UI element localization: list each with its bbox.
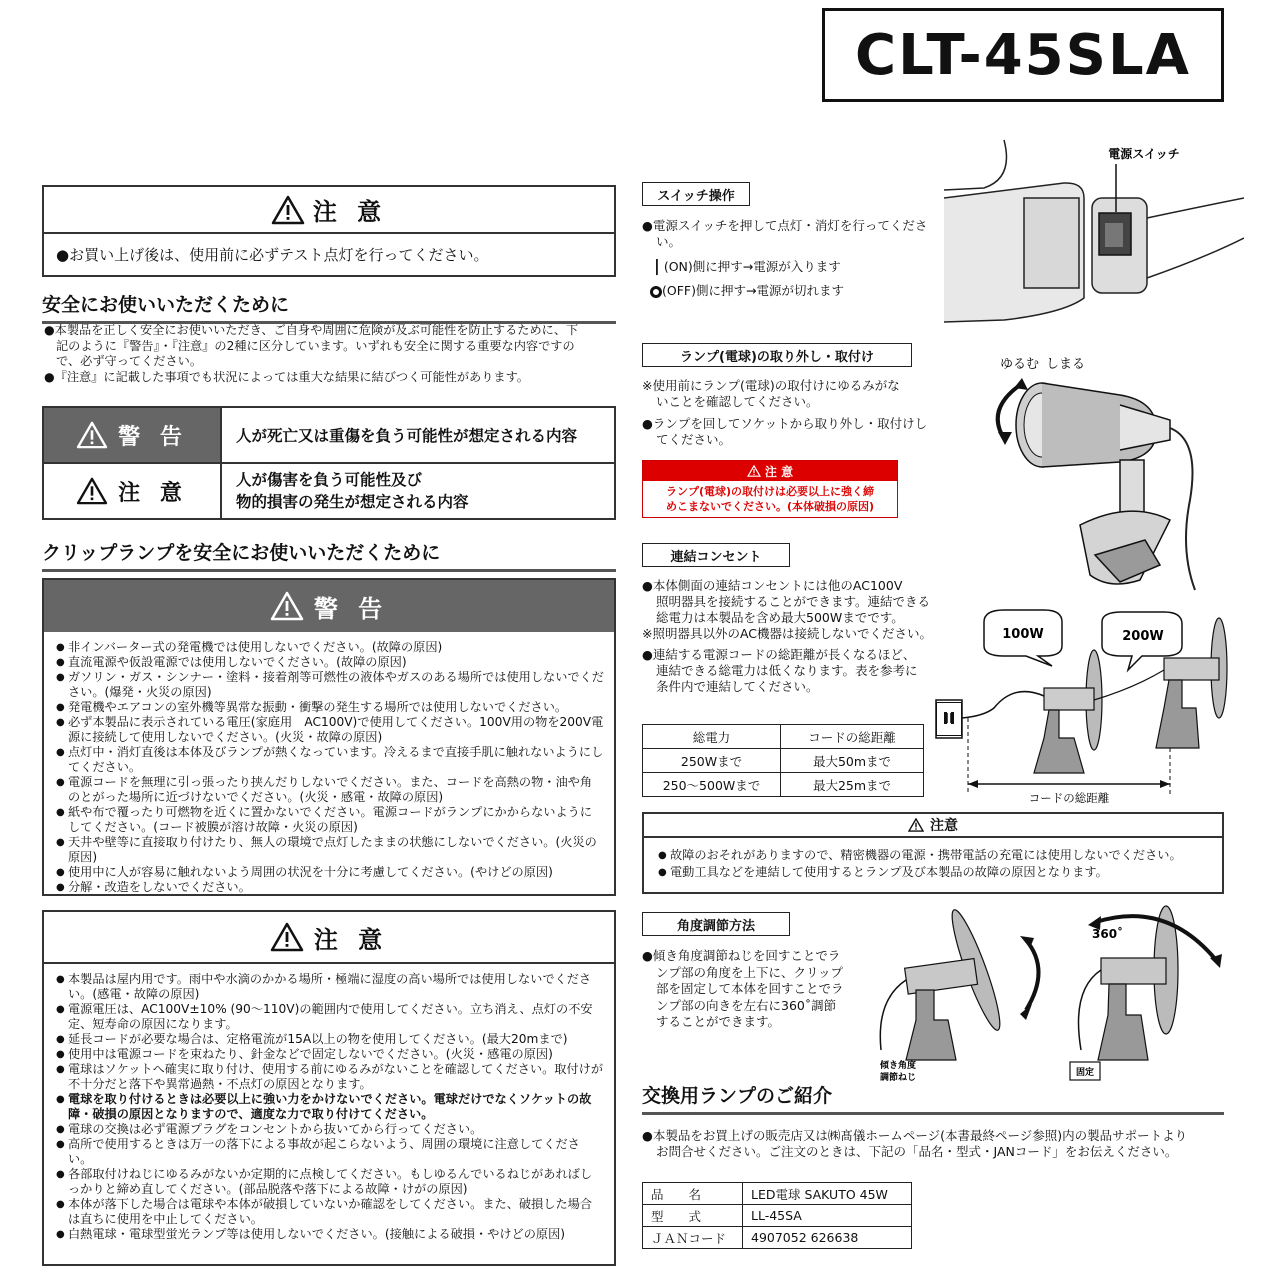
lamp-text1: ※使用前にランプ(電球)の取付けにゆるみがな (642, 378, 900, 393)
lamp-caution-body (643, 481, 897, 514)
list-item: ● 紙や布で覆ったり可燃物を近くに置かないでください。電源コードがランプにかからないようにしてください。(コード被膜が溶け故障・火災の原因) (56, 805, 604, 835)
switch-illustration (944, 138, 1244, 328)
off-symbol-icon (650, 286, 662, 298)
clip-caution-list (44, 964, 614, 1242)
loosen-label: ゆるむ (1000, 357, 1040, 372)
lamp-rotation-illustration (970, 350, 1220, 600)
list-item: ● 白熱電球・電球型蛍光ランプ等は使用しないでください。(接触による破損・やけどの原因) (56, 1227, 604, 1242)
outlet-text3c: 条件内で連結してください。 (656, 679, 819, 694)
table-cell: 4907052 626638 (743, 1227, 912, 1249)
switch-off-text: (OFF)側に押す→電源が切れます (662, 283, 844, 298)
screw-label-line2: 調節ねじ (880, 1073, 917, 1083)
list-item: ● 電動工具などを連結して使用するとランプ及び本製品の故障の原因となります。 (658, 864, 1212, 881)
safety-para1c: で、必ず守ってください。 (56, 354, 203, 368)
screw-label-line1: 傾き角度 (880, 1061, 917, 1071)
outlet-caution-header (644, 814, 1222, 838)
lamp-text (642, 378, 942, 448)
lamp-caution-header (643, 461, 897, 481)
lamp-tag: ランプ(電球)の取り外し・取付け (642, 343, 912, 367)
warning-triangle-icon (76, 477, 108, 505)
outlet-text3b: 連結できる総電力は低くなります。表を参考に (656, 663, 918, 678)
caution-top-title: 注 意 (312, 198, 388, 226)
list-item: ● 故障のおそれがありますので、精密機器の電源・携帯電話の充電には使用しないでください。 (658, 847, 1212, 864)
warning-triangle-icon (76, 421, 108, 449)
lamp-caution-line2: めこまないでください。(本体破損の原因) (665, 500, 875, 513)
label-100w: 100W (1002, 627, 1044, 642)
list-item: ● 直流電源や仮設電源では使用しないでください。(故障の原因) (56, 655, 604, 670)
clip-caution-box (42, 910, 616, 1266)
caution-desc (220, 464, 614, 518)
table-row (643, 749, 924, 773)
warning-label: 警 告 (118, 424, 188, 450)
safety-para2: ●『注意』に記載した事項でも状況によっては重大な結果に結びつく可能性があります。 (44, 369, 529, 384)
angle-tag: 角度調節方法 (642, 912, 790, 936)
table-cell: 250～500Wまで (643, 773, 781, 797)
outlet-caution-list (644, 838, 1222, 881)
table-header-cell: 総電力 (643, 725, 781, 749)
replacement-text1b: お問合せください。ご注文のときは、下記の「品名・型式・JANコード」をお伝えください。 (656, 1144, 1178, 1159)
list-item: ● 点灯中・消灯直後は本体及びランプが熱くなっています。冷えるまで直接手肌に触れないようにしてください。 (56, 745, 604, 775)
lamp-caution-title: 注 意 (764, 464, 794, 479)
caution-label: 注 意 (118, 480, 188, 506)
angle-text1c: 部を固定して本体を回すことでラ (656, 981, 844, 996)
angle-text1e: することができます。 (656, 1014, 781, 1029)
switch-text1: ●電源スイッチを押して点灯・消灯を行ってくださ (642, 218, 928, 233)
switch-off-line (642, 283, 942, 299)
clip-warning-title: 警 告 (313, 594, 389, 623)
table-header-cell: コードの総距離 (781, 725, 924, 749)
outlet-text2: ※照明器具以外のAC機器は接続しないでください。 (642, 626, 933, 641)
warning-triangle-icon (747, 465, 761, 477)
table-cell: ＪＡＮコード (643, 1227, 743, 1249)
outlet-tag: 連結コンセント (642, 543, 790, 567)
table-cell: 250Wまで (643, 749, 781, 773)
angle-text1d: ンプ部の向きを左右に360˚調節 (656, 997, 837, 1013)
outlet-caution-title: 注意 (930, 818, 958, 834)
switch-label: 電源スイッチ (1108, 147, 1180, 161)
warning-triangle-icon (270, 591, 304, 621)
warning-label-cell (44, 408, 220, 462)
fix-label: 固定 (1075, 1068, 1095, 1078)
clip-section-title: クリップランプを安全にお使いいただくために (42, 538, 616, 572)
switch-tag: スイッチ操作 (642, 182, 750, 206)
table-row (643, 1227, 912, 1249)
outlet-text (642, 578, 942, 695)
warning-desc: 人が死亡又は重傷を負う可能性が想定される内容 (220, 408, 614, 462)
angle-illustration (876, 900, 1226, 1086)
table-row (643, 1205, 912, 1227)
table-cell: LL-45SA (743, 1205, 912, 1227)
list-item: ● 本製品は屋内用です。雨中や水滴のかかる場所・極端に湿度の高い場所では使用しないでください。(感電・故障の原因) (56, 972, 604, 1002)
list-item: ● 電源電圧は、AC100V±10% (90～110V)の範囲内で使用してください。立ち消え、点灯の不安定、短寿命の原因になります。 (56, 1002, 604, 1032)
caution-label-cell (44, 464, 220, 518)
list-item: ● 分解・改造をしないでください。 (56, 880, 604, 895)
clip-caution-header (44, 912, 614, 964)
switch-text (642, 218, 942, 299)
definition-row-warning (44, 408, 614, 464)
angle-text1: ●傾き角度調節ねじを回すことでラ (642, 948, 841, 963)
list-item: ● 電球はソケットへ確実に取り付け、使用する前にゆるみがないことを確認してください。取付けが不十分だと落下や異常過熱・不点灯の原因となります。 (56, 1062, 604, 1092)
tighten-label: しまる (1046, 357, 1086, 372)
outlet-table (642, 724, 924, 797)
switch-text1b: い。 (656, 234, 682, 249)
outlet-text1c: 総電力は本製品を含め最大500Wまでです。 (656, 610, 904, 625)
list-item: ● 電球を取り付けるときは必要以上に強い力をかけないでください。電球だけでなくソケットの故障・破損の原因となりますので、適度な力で取り付けてください。 (56, 1092, 604, 1122)
definition-row-caution (44, 464, 614, 518)
caution-desc-line1: 人が傷害を負う可能性及び (236, 471, 423, 489)
caution-top-text: ●お買い上げ後は、使用前に必ずテスト点灯を行ってください。 (56, 246, 489, 264)
list-item: ● 非インバーター式の発電機では使用しないでください。(故障の原因) (56, 640, 604, 655)
clip-warning-list (44, 632, 614, 895)
warning-triangle-icon (271, 195, 305, 225)
table-cell: 品 名 (643, 1183, 743, 1205)
table-cell: 最大25mまで (781, 773, 924, 797)
table-cell: LED電球 SAKUTO 45W (743, 1183, 912, 1205)
safety-section-title: 安全にお使いいただくために (42, 290, 616, 324)
definition-table (42, 406, 616, 520)
list-item: ● 電球の交換は必ず電源プラグをコンセントから抜いてから行ってください。 (56, 1122, 604, 1137)
lamp-text2: ●ランプを回してソケットから取り外し・取付けし (642, 416, 928, 431)
list-item: ● 本体が落下した場合は電球や本体が破損していないか確認をしてください。また、破損した場合は直ちに使用を中止してください。 (56, 1197, 604, 1227)
clip-warning-box (42, 578, 616, 896)
replacement-text1: ●本製品をお買上げの販売店又は㈱髙儀ホームページ(本書最終ページ参照)内の製品サポートより (642, 1128, 1188, 1143)
list-item: ● 天井や壁等に直接取り付けたり、無人の環境で点灯したままの状態にしないでください。(火災の原因) (56, 835, 604, 865)
table-header-row (643, 725, 924, 749)
warning-triangle-icon (908, 818, 924, 832)
switch-on-line (642, 258, 942, 275)
safety-intro (44, 323, 618, 385)
list-item: ● 電源コードを無理に引っ張ったり挟んだりしないでください。また、コードを高熱の物・油や角のとがった場所に近づけないでください。(火災・感電・故障の原因) (56, 775, 604, 805)
replacement-text (642, 1128, 1232, 1160)
outlet-plug-icon: II (936, 702, 962, 736)
outlet-caution-box (642, 812, 1224, 894)
safety-para1: ●本製品を正しく安全にお使いいただき、ご自身や周囲に危険が及ぶ可能性を防止するために、下 (44, 323, 579, 337)
caution-top-header (44, 187, 614, 234)
list-item: ● 延長コードが必要な場合は、定格電流が15A以上の物を使用してください。(最大20mまで) (56, 1032, 604, 1047)
replacement-title: 交換用ランプのご紹介 (642, 1081, 1224, 1115)
label-200w: 200W (1122, 629, 1164, 644)
replacement-table (642, 1182, 912, 1249)
safety-para1b: 記のように『警告』・『注意』の2種に区分しています。いずれも安全に関する重要な内容ですの (56, 338, 575, 353)
table-cell: 型 式 (643, 1205, 743, 1227)
clip-warning-header (44, 580, 614, 632)
lamp-text2b: てください。 (656, 432, 732, 447)
list-item: ● 各部取付けねじにゆるみがないか定期的に点検してください。もしゆるんでいるねじがあればしっかりと締め直してください。(部品脱落や落下による故障・けがの原因) (56, 1167, 604, 1197)
outlet-chain-illustration (934, 608, 1234, 808)
switch-on-text: (ON)側に押す→電源が入ります (663, 259, 841, 274)
table-cell: 最大50mまで (781, 749, 924, 773)
caution-desc-line2: 物的損害の発生が想定される内容 (236, 493, 469, 511)
list-item: ● 必ず本製品に表示されている電圧(家庭用 AC100V)で使用してください。100V用の物を200V電源に接続して使用しないでください。(火災・故障の原因) (56, 715, 604, 745)
outlet-text3: ●連結する電源コードの総距離が長くなるほど、 (642, 647, 916, 662)
on-symbol-icon: | (654, 256, 660, 275)
list-item: ● 使用中は電源コードを束ねたり、針金などで固定しないでください。(火災・感電の原因) (56, 1047, 604, 1062)
list-item: ● 使用中に人が容易に触れないよう周囲の状況を十分に考慮してください。(やけどの原因) (56, 865, 604, 880)
table-row (643, 1183, 912, 1205)
caution-top-box (42, 185, 616, 277)
lamp-caution-line1: ランプ(電球)の取付けは必要以上に強く締 (665, 485, 875, 498)
outlet-text1: ●本体側面の連結コンセントには他のAC100V (642, 578, 903, 593)
list-item: ● ガソリン・ガス・シンナー・塗料・接着剤等可燃性の液体やガスのある場所では使用しないでください。(爆発・火災の原因) (56, 670, 604, 700)
lamp-caution-box (642, 460, 898, 518)
lamp-text1b: いことを確認してください。 (656, 394, 819, 409)
angle-text (642, 948, 872, 1031)
degree-label: 360˚ (1092, 927, 1124, 941)
list-item: ● 発電機やエアコンの室外機等異常な振動・衝撃の発生する場所では使用しないでください。 (56, 700, 604, 715)
model-number: CLT-45SLA (822, 8, 1224, 102)
table-row (643, 773, 924, 797)
list-item: ● 高所で使用するときは万一の落下による事故が起こらないよう、周囲の環境に注意してください。 (56, 1137, 604, 1167)
warning-triangle-icon (270, 922, 304, 952)
angle-text1b: ンプ部の角度を上下に、クリップ (656, 964, 844, 980)
outlet-text1b: 照明器具を接続することができます。連結できる (656, 594, 931, 609)
clip-caution-title: 注 意 (313, 925, 389, 954)
cord-distance-label: コードの総距離 (1028, 791, 1110, 805)
